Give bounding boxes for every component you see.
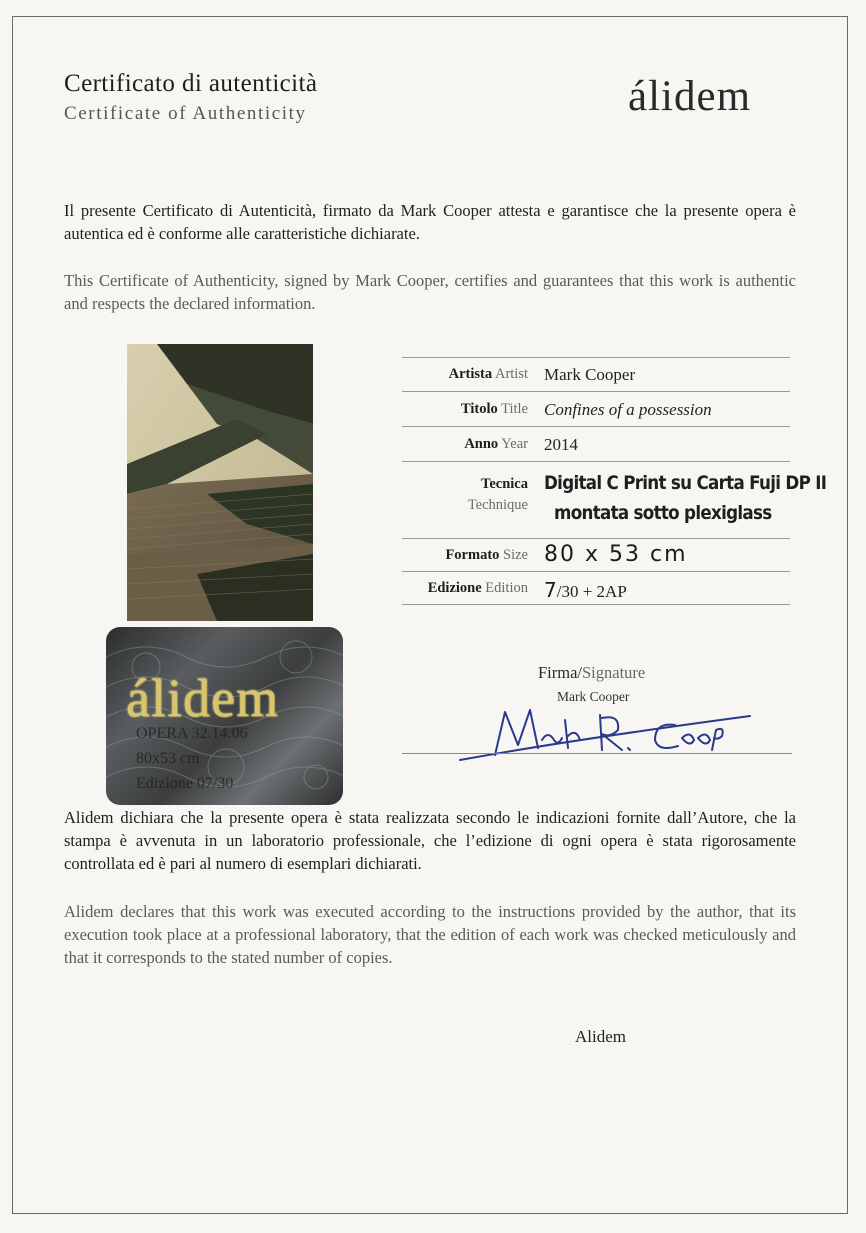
- handwritten-signature: [450, 700, 770, 770]
- signature-label-en: Signature: [582, 663, 646, 682]
- declaration-english: Alidem declares that this work was executed according to the instructions provided by the author, that its execution took place at a professional laboratory, that the edition of each work was checked meticulously and that it corresponds to the stated number of copies.: [64, 902, 796, 967]
- intro-english: This Certificate of Authenticity, signed by Mark Cooper, certifies and guarantees that this work is authentic and respects the declared information.: [64, 271, 796, 313]
- year-label-it: Anno: [464, 436, 499, 452]
- artist-label: [449, 366, 528, 383]
- title-label-it: Titolo: [460, 401, 498, 417]
- row-size: [402, 538, 790, 571]
- technique-label-en: Technique: [467, 497, 528, 513]
- title-italian: Certificato di autenticità: [64, 70, 318, 97]
- technique-value-line2: montata sotto plexiglass: [554, 502, 772, 524]
- hologram-edition: Edizione 07/30: [136, 775, 234, 792]
- edition-number: 7: [544, 578, 557, 602]
- declaration-italian: Alidem dichiara che la presente opera è stata realizzata secondo le indicazioni fornite dall’Autore, che la stampa è avvenuta in un laboratorio professionale, che l’edizione di ogni opera è stata rigorosamente controllata ed è pari al numero di esemplari dichiarati.: [64, 808, 796, 873]
- technique-label: [468, 474, 528, 516]
- hologram-sticker: [106, 627, 343, 805]
- technique-value-line1: Digital C Print su Carta Fuji DP II: [544, 472, 827, 494]
- intro-italian: Il presente Certificato di Autenticità, firmato da Mark Cooper attesta e garantisce che la presente opera è autentica ed è conforme alle caratteristiche dichiarate.: [64, 201, 796, 243]
- artwork-image: [127, 344, 313, 621]
- edition-label: [428, 580, 528, 597]
- signature-line: [402, 753, 792, 754]
- technique-label-it: Tecnica: [481, 476, 528, 492]
- row-title: [402, 391, 790, 426]
- signature-label: [538, 663, 645, 683]
- alidem-logo: álidem: [628, 73, 752, 120]
- row-artist: [402, 357, 790, 391]
- signer-name: Mark Cooper: [557, 689, 630, 704]
- row-technique: [402, 461, 827, 538]
- year-label: [464, 436, 528, 453]
- artist-label-en: Artist: [494, 366, 528, 382]
- footer-issuer: Alidem: [575, 1027, 626, 1046]
- artist-value: Mark Cooper: [544, 365, 636, 384]
- edition-label-en: Edition: [485, 580, 528, 596]
- edition-value: [544, 578, 627, 602]
- title-english: Certificate of Authenticity: [64, 103, 307, 124]
- year-value: 2014: [544, 435, 578, 454]
- row-edition: [402, 571, 790, 605]
- hologram-opera-code: OPERA 32.14.06: [136, 725, 248, 742]
- title-label: [461, 401, 528, 418]
- size-label-en: Size: [503, 547, 528, 563]
- hologram-logo: álidem: [126, 668, 279, 728]
- edition-label-it: Edizione: [427, 580, 482, 596]
- title-label-en: Title: [501, 401, 528, 417]
- signature-label-it: Firma/: [538, 663, 582, 682]
- row-year: [402, 426, 790, 461]
- edition-total: /30 + 2AP: [556, 582, 627, 601]
- hologram-size: 80x53 cm: [136, 750, 200, 767]
- title-value: Confines of a possession: [544, 400, 712, 419]
- details-table: [402, 357, 827, 605]
- year-label-en: Year: [501, 436, 528, 452]
- size-label-it: Formato: [445, 547, 500, 563]
- size-label: [445, 547, 528, 564]
- artist-label-it: Artista: [448, 366, 493, 382]
- size-value: 80 x 53 cm: [544, 542, 688, 567]
